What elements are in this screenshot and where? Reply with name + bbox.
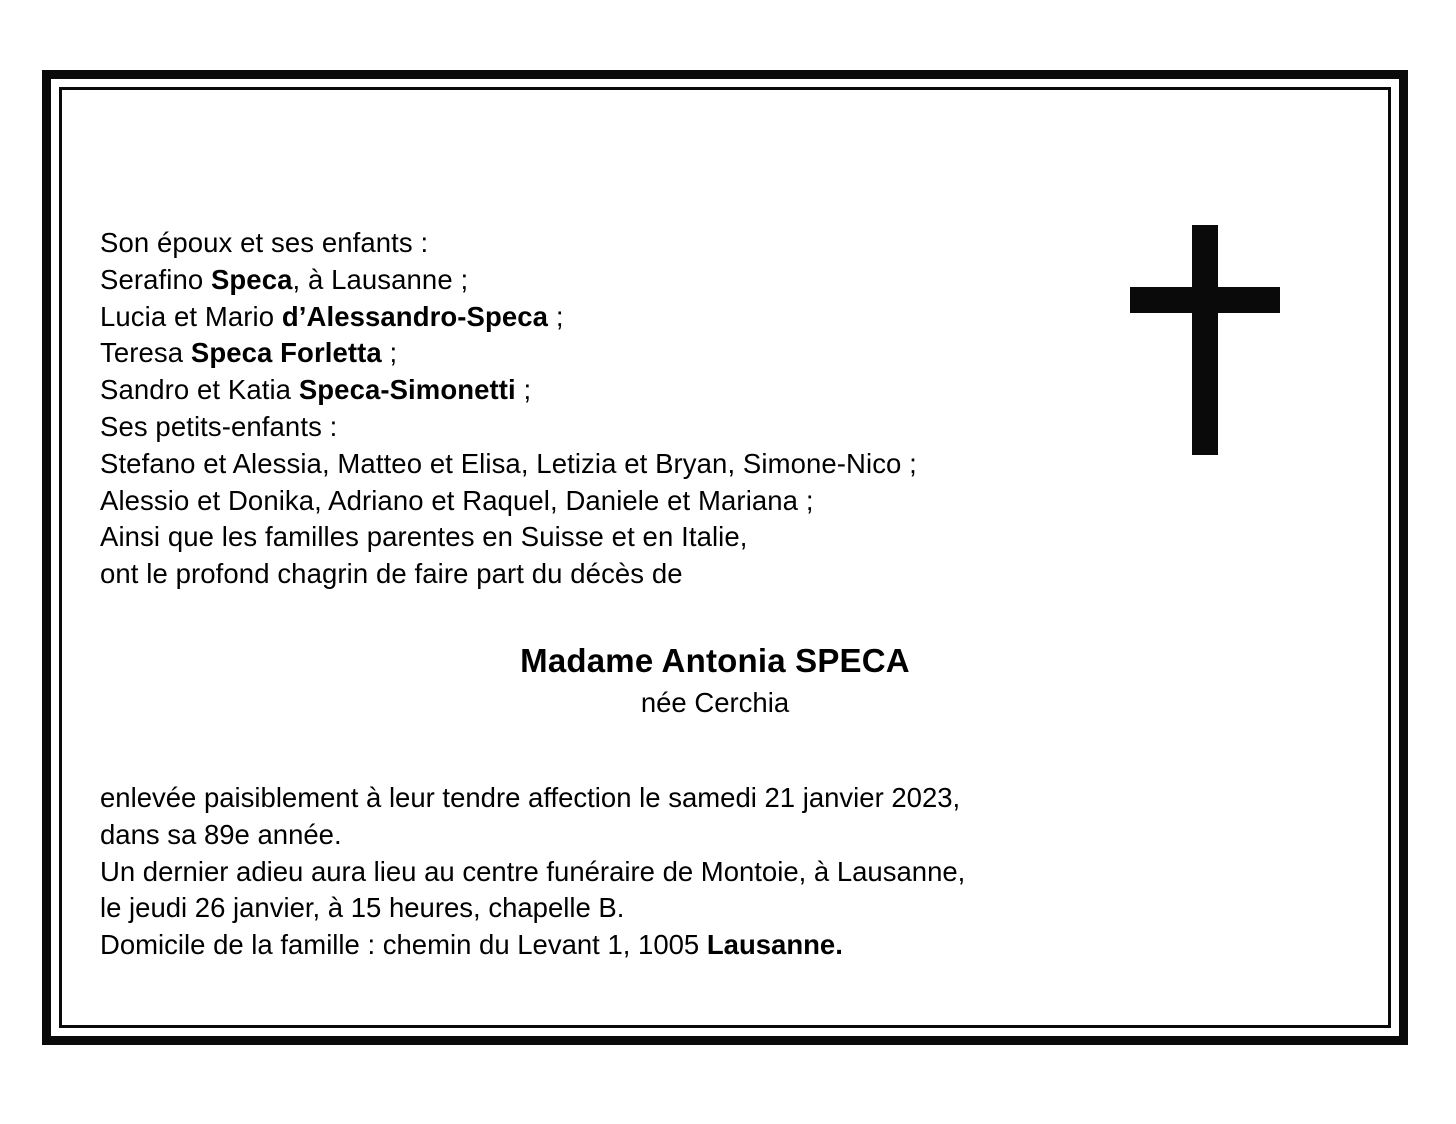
details-line-1: enlevée paisiblement à leur tendre affection le samedi 21 janvier 2023, (100, 782, 961, 813)
family-member-line-4 (100, 372, 1100, 409)
family-member-4-suffix: ; (515, 374, 532, 406)
family-member-2-prefix: Lucia et Mario (100, 300, 282, 332)
family-intro-line: Son époux et ses enfants : (100, 227, 429, 258)
details-line-3: Un dernier adieu aura lieu au centre funéraire de Montoie, à Lausanne, (100, 855, 966, 887)
deceased-maiden-name: née Cerchia (640, 687, 790, 718)
family-member-2-suffix: ; (548, 300, 564, 332)
grandchildren-intro-line: Ses petits-enfants : (100, 410, 338, 442)
family-member-2-surname: d’Alessandro-Speca (281, 300, 549, 332)
deceased-block (62, 642, 1388, 719)
cross-icon (1130, 225, 1280, 455)
family-member-1-prefix: Serafino (100, 263, 211, 295)
family-member-line-2 (100, 299, 1100, 336)
grandchildren-line-1: Stefano et Alessia, Matteo et Elisa, Letizia et Bryan, Simone-Nico ; (100, 447, 917, 479)
details-line-4: le jeudi 26 janvier, à 15 heures, chapelle B. (100, 892, 625, 924)
relatives-line: Ainsi que les familles parentes en Suisse et en Italie, (100, 521, 748, 553)
death-notice-content (62, 90, 1388, 1025)
announcement-line: ont le profond chagrin de faire part du décès de (100, 558, 683, 590)
deceased-name: Madame Antonia SPECA (520, 642, 910, 679)
details-block (100, 780, 1280, 964)
details-line-5 (100, 927, 1280, 964)
family-member-1-suffix: , à Lausanne ; (292, 263, 469, 295)
family-member-line-1 (100, 262, 1100, 299)
grandchildren-line-2: Alessio et Donika, Adriano et Raquel, Daniele et Mariana ; (100, 484, 814, 516)
family-member-1-surname: Speca (210, 263, 293, 295)
cross-horizontal-bar (1130, 287, 1280, 313)
family-member-4-prefix: Sandro et Katia (100, 374, 299, 406)
death-notice-frame (42, 70, 1408, 1045)
family-member-3-prefix: Teresa (100, 337, 191, 369)
family-block (100, 225, 1100, 593)
family-member-3-suffix: ; (381, 337, 398, 369)
death-notice-inner-frame (59, 87, 1391, 1028)
family-member-line-3 (100, 335, 1100, 372)
family-address-city: Lausanne. (706, 929, 843, 961)
cross-vertical-bar (1192, 225, 1218, 455)
family-member-3-surname: Speca Forletta (190, 337, 382, 369)
details-line-2: dans sa 89e année. (100, 818, 342, 850)
family-member-4-surname: Speca-Simonetti (298, 374, 516, 406)
family-address-prefix: Domicile de la famille : chemin du Levant 1, 1005 (100, 929, 707, 961)
